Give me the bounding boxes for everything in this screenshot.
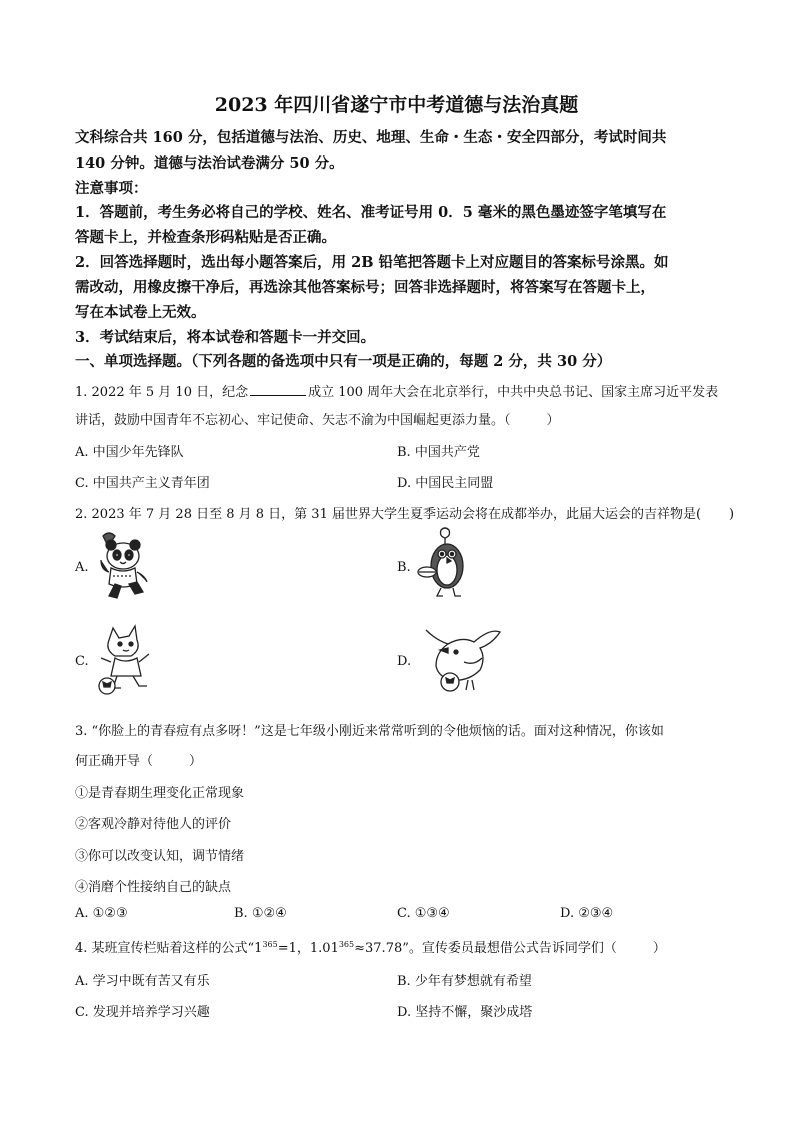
question-2-line-1 <box>75 503 734 522</box>
note-1-line-2: 答题卡上，并检查条形码粘贴是否正确。 <box>75 229 336 246</box>
question-2-option-c: C. <box>75 654 89 669</box>
question-1-text-pre: 1. 2022 年 5 月 10 日，纪念 <box>75 385 249 400</box>
question-4-option-b: B. 少年有梦想就有希望 <box>397 974 532 989</box>
question-2-option-b: B. <box>397 560 411 575</box>
question-3-paren-close: ） <box>189 754 203 769</box>
question-4-paren-close: ） <box>652 941 666 956</box>
question-3-line-1: 3. “你脸上的青春痘有点多呀！”这是七年级小刚近来常常听到的令他烦恼的话。面对这种情况，你该如 <box>75 724 664 739</box>
question-3-option-d: D. ②③④ <box>560 906 614 921</box>
notes-heading: 注意事项： <box>75 180 148 197</box>
question-3-statement-2: ②客观冷静对待他人的评价 <box>75 817 232 832</box>
question-3-text-line-2: 何正确开导（ <box>75 754 154 769</box>
flying-bird-mascot-image <box>420 622 502 698</box>
question-4-option-a: A. 学习中既有苦又有乐 <box>75 974 210 989</box>
intro-line-1: 文科综合共 160 分，包括道德与法治、历史、地理、生命・生态・安全四部分，考试时间共 <box>75 129 667 146</box>
bird-mascot-image <box>415 526 475 598</box>
question-1-option-d: D. 中国民主同盟 <box>397 476 494 491</box>
question-4-option-c: C. 发现并培养学习兴趣 <box>75 1005 210 1020</box>
question-1-option-b: B. 中国共产党 <box>397 445 480 460</box>
question-1-line-2 <box>75 409 560 428</box>
exponent-1: 365 <box>262 940 278 949</box>
question-3-line-2 <box>75 750 202 769</box>
question-1-text-post: 成立 100 周年大会在北京举行，中共中央总书记、国家主席习近平发表 <box>308 385 719 400</box>
question-1-option-c: C. 中国共产主义青年团 <box>75 476 210 491</box>
question-2-text: 2. 2023 年 7 月 28 日至 8 月 8 日，第 31 届世界大学生夏季运动会将在成都举办，此届大运会的吉祥物是( <box>75 507 702 522</box>
note-2-line-3: 写在本试卷上无效。 <box>75 304 206 321</box>
question-4-text-mid: =1，1.01 <box>277 941 339 956</box>
question-3-statement-1: ①是青春期生理变化正常现象 <box>75 786 245 801</box>
question-2-option-d: D. <box>397 654 412 669</box>
exponent-2: 365 <box>338 940 355 949</box>
note-2-line-2: 需改动，用橡皮擦干净后，再选涂其他答案标号；回答非选择题时，将答案写在答题卡上， <box>75 279 655 296</box>
question-1-text-line-2: 讲话，鼓励中国青年不忘初心、牢记使命、矢志不渝为中国崛起更添力量。（ <box>75 413 511 428</box>
question-4-text-post: ≈37.78”。宣传委员最想借公式告诉同学们（ <box>354 941 617 956</box>
page-title: 2023 年四川省遂宁市中考道德与法治真题 <box>214 94 579 116</box>
question-3-statement-3: ③你可以改变认知，调节情绪 <box>75 849 245 864</box>
question-3-option-c: C. ①③④ <box>397 906 450 921</box>
question-2-option-a: A. <box>75 560 89 575</box>
question-2-paren-close: ) <box>729 507 735 522</box>
section-1-heading: 一、单项选择题。（下列各题的备选项中只有一项是正确的，每题 2 分，共 30 分） <box>75 353 612 370</box>
question-3-option-a: A. ①②③ <box>75 906 128 921</box>
question-1-option-a: A. 中国少年先锋队 <box>75 445 184 460</box>
note-1-line-1: 1．答题前，考生务必将自己的学校、姓名、准考证号用 0．5 毫米的黑色墨迹签字笔填写在 <box>75 204 667 221</box>
question-4-option-d: D. 坚持不懈，聚沙成塔 <box>397 1005 533 1020</box>
panda-mascot-image <box>93 530 155 604</box>
question-1-paren-close: ） <box>546 413 560 428</box>
question-3-option-b: B. ①②④ <box>234 906 287 921</box>
fox-mascot-image <box>93 622 159 698</box>
question-3-statement-4: ④消磨个性接纳自己的缺点 <box>75 880 232 895</box>
note-2-line-1: 2．回答选择题时，选出每小题答案后，用 2B 铅笔把答题卡上对应题目的答案标号涂黑。如 <box>75 254 669 271</box>
note-3: 3．考试结束后，将本试卷和答题卡一并交回。 <box>75 329 376 346</box>
intro-line-2: 140 分钟。道德与法治试卷满分 50 分。 <box>75 155 344 172</box>
question-4-text-pre: 4. 某班宣传栏贴着这样的公式“1 <box>75 941 263 956</box>
answer-blank <box>250 383 306 396</box>
question-1-line-1 <box>75 381 718 400</box>
question-4-line-1 <box>75 937 666 956</box>
